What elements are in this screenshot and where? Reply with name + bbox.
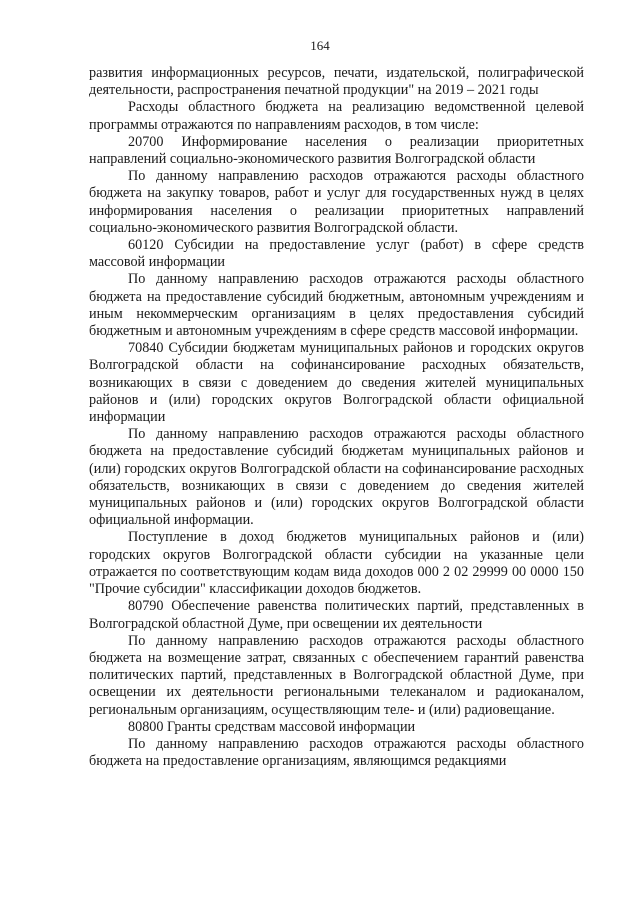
heading-70840: 70840 Субсидии бюджетам муниципальных районов и городских округов Волгоградской области на софинансирование расходных обязательств, возникающих в связи с доведением до сведения жителей муниципальных районов и (или) городских округов Волгоградской области официальной информации: [89, 340, 584, 426]
paragraph-70840-description: По данному направлению расходов отражаются расходы областного бюджета на предоставление субсидий бюджетам муниципальных районов и (или) городских округов Волгоградской области на софинансирование расходных обязательств, возникающих в связи с доведением до сведения жителей муниципальных районов и (или) городских округов Волгоградской области официальной информации.: [89, 426, 584, 529]
paragraph-program-title-continued: развития информационных ресурсов, печати, издательской, полиграфической деятельности, распространения печатной продукции" на 2019 – 2021 годы: [89, 65, 584, 99]
paragraph-80800-description: По данному направлению расходов отражаются расходы областного бюджета на предоставление организациям, являющимся редакциями: [89, 735, 584, 770]
paragraph-20700-description: По данному направлению расходов отражаются расходы областного бюджета на закупку товаров, работ и услуг для государственных нужд в целях информирования населения о реализации приоритетных направлений социально-экономического развития Волгоградской области.: [89, 168, 584, 236]
page-number: 164: [310, 38, 330, 53]
heading-20700: 20700 Информирование населения о реализации приоритетных направлений социально-экономического развития Волгоградской области: [89, 133, 584, 168]
paragraph-60120-description: По данному направлению расходов отражаются расходы областного бюджета на предоставление субсидий бюджетным, автономным учреждениям и иным некоммерческим организациям в целях предоставления субсидий бюджетным и автономным учреждениям в сфере средств массовой информации.: [89, 271, 584, 340]
paragraph-program-expenses-intro: Расходы областного бюджета на реализацию ведомственной целевой программы отражаются по направлениям расходов, в том числе:: [89, 99, 584, 133]
heading-80790: 80790 Обеспечение равенства политических партий, представленных в Волгоградской областной Думе, при освещении их деятельности: [89, 598, 584, 632]
heading-60120: 60120 Субсидии на предоставление услуг (работ) в сфере средств массовой информации: [89, 237, 584, 271]
document-body: [89, 65, 584, 770]
paragraph-80790-description: По данному направлению расходов отражаются расходы областного бюджета на возмещение затрат, связанных с обеспечением гарантий равенства политических партий, представленных в Волгоградской областной Думе, при освещении их деятельности региональными телеканалом и радиоканалом, региональным организациям, осуществляющим теле- и (или) радиовещание.: [89, 632, 584, 718]
paragraph-70840-revenue: Поступление в доход бюджетов муниципальных районов и (или) городских округов Волгоградской области субсидии на указанные цели отражается по соответствующим кодам вида доходов 000 2 02 29999 00 0000 150 "Прочие субсидии" классификации доходов бюджетов.: [89, 529, 584, 598]
heading-80800: 80800 Гранты средствам массовой информации: [128, 718, 416, 735]
